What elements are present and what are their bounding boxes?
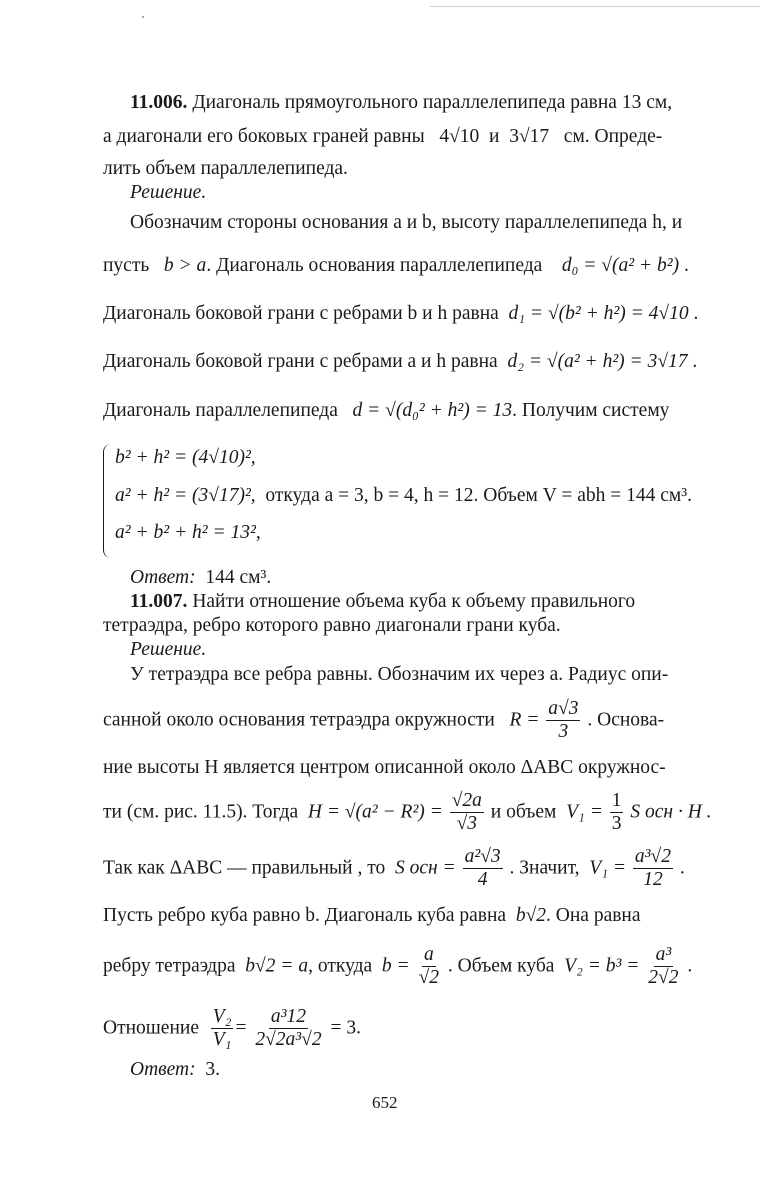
p2-s7: ребру тетраэдра b√2 = a, откуда b = $\frac{a}{√2}$ . Объем куба V₂ = b³ = $\frac{\text{a³}}{2√2}$ . xyxy=(103,944,693,989)
p2-answer: Ответ: 3. xyxy=(130,1059,220,1080)
top-edge-line xyxy=(430,6,760,7)
p2-s4: ти (см. рис. 11.5). Тогда H = √(a² − R²) = $\frac{√2a}{√3}$ и объем V₁ = $\frac{1}{3}$ S осн · H . xyxy=(103,790,712,835)
p1-sys2: a² + h² = (3√17)², откуда a = 3, b = 4, h = 12. Объем V = abh = 144 см³. xyxy=(115,485,692,506)
p1-s4: Диагональ боковой грани с ребрами a и h равна d₂ = √(a² + h²) = 3√17 . xyxy=(103,351,698,372)
p2-line2: тетраэдра, ребро которого равно диагонали грани куба. xyxy=(103,615,561,636)
p1-solution-label: Решение. xyxy=(130,182,207,203)
frac-V1: $\frac{\text{a³√2}}{12}$ xyxy=(634,846,671,891)
frac-third: $\frac{1}{3}$ xyxy=(611,790,622,835)
p2-s1: У тетраэдра все ребра равны. Обозначим их через a. Радиус опи- xyxy=(130,664,669,685)
p2-line1: 11.007. Найти отношение объема куба к объему правильного xyxy=(130,591,636,612)
frac-S: $\frac{\text{a²√3}}{4}$ xyxy=(464,846,501,891)
p2-number: 11.007. xyxy=(130,591,188,612)
p2-s5: Так как ΔABC — правильный , то S осн = $\frac{\text{a²√3}}{4}$ . Значит, V₁ = $\frac{\text{a³√2}}{12}$ . xyxy=(103,846,685,891)
frac-R: $\frac{a√3}{3}$ xyxy=(548,698,579,743)
frac-ratio: $\frac{\text{V₂}}{\text{V₁}}$ xyxy=(212,1006,232,1051)
page-number: 652 xyxy=(372,1093,398,1112)
p1-line1: 11.006. Диагональ прямоугольного параллелепипеда равна 13 см, xyxy=(130,92,673,113)
frac-b: $\frac{a}{√2}$ xyxy=(418,944,440,989)
frac-V2: $\frac{\text{a³}}{2√2}$ xyxy=(648,944,679,989)
p2-solution-label: Решение. xyxy=(130,639,207,660)
frac-H: $\frac{√2a}{√3}$ xyxy=(451,790,482,835)
p2-s8: Отношение $\frac{\text{V₂}}{\text{V₁}}$ = $\frac{\text{a³12}}{\text{2√2a³√2}}$ = 3. xyxy=(103,1006,361,1051)
p1-sys1: b² + h² = (4√10)², xyxy=(115,447,256,468)
p1-s5: Диагональ параллелепипеда d = √(d₀² + h²) = 13. Получим систему xyxy=(103,400,670,421)
frac-ratio-value: $\frac{\text{a³12}}{\text{2√2a³√2}}$ xyxy=(255,1006,322,1051)
p1-sys3: a² + b² + h² = 13², xyxy=(115,522,261,543)
p1-s3: Диагональ боковой грани с ребрами b и h равна d₁ = √(b² + h²) = 4√10 . xyxy=(103,303,699,324)
p1-line2: а диагонали его боковых граней равны 4√10 и 3√17 см. Опреде- xyxy=(103,126,663,147)
p2-s6: Пусть ребро куба равно b. Диагональ куба равна b√2. Она равна xyxy=(103,905,641,926)
p2-s3: ние высоты H является центром описанной около ΔABC окружнос- xyxy=(103,757,666,778)
p1-answer: Ответ: 144 см³. xyxy=(130,567,272,588)
system-brace xyxy=(103,444,114,558)
p1-number: 11.006. xyxy=(130,92,188,113)
p2-s2: санной около основания тетраэдра окружности R = $\frac{a√3}{3}$ . Основа- xyxy=(103,698,665,743)
p1-line3: лить объем параллелепипеда. xyxy=(103,158,348,179)
p1-s1: Обозначим стороны основания a и b, высоту параллелепипеда h, и xyxy=(130,212,683,233)
p1-s2: пусть b > a. Диагональ основания параллелепипеда d₀ = √(a² + b²) . xyxy=(103,255,689,276)
scan-dot xyxy=(142,16,144,18)
